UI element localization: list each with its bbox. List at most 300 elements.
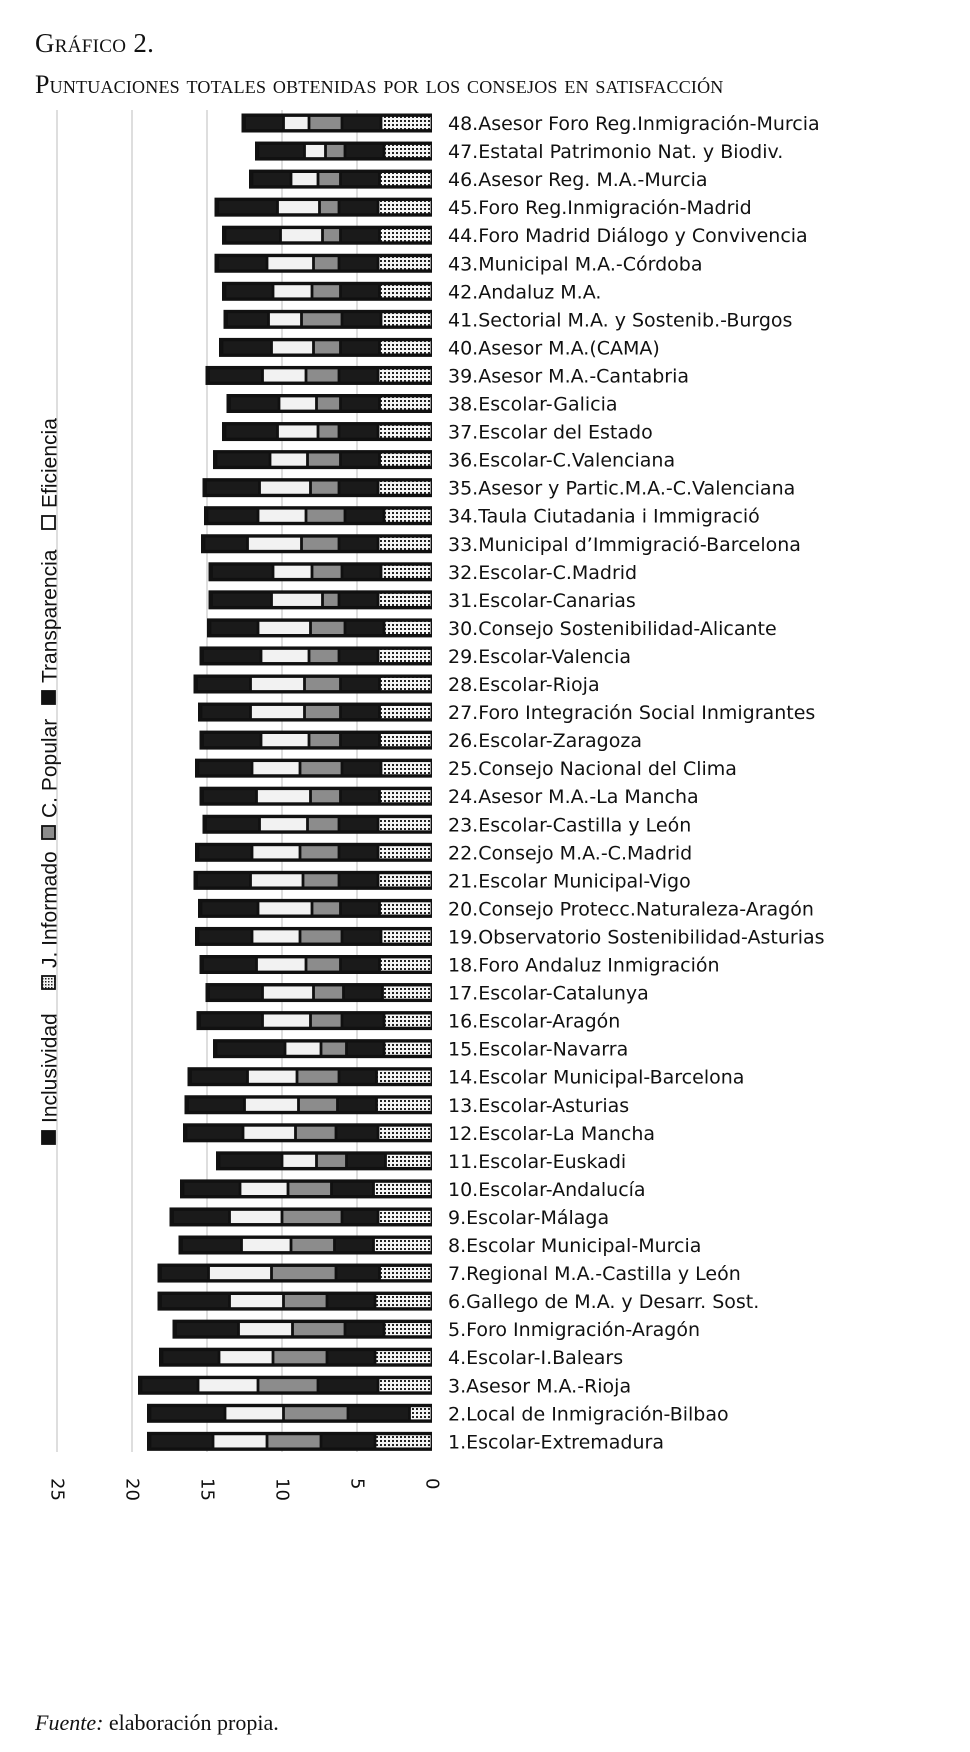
bar-segment-transparencia [340, 874, 377, 887]
bar-segment-eficiencia [381, 397, 432, 410]
bar-segment-c-popular [315, 986, 343, 999]
bar-segment-eficiencia [381, 790, 432, 803]
legend-item-eficiencia [39, 418, 62, 529]
bar-segment-eficiencia [379, 846, 431, 859]
bar-segment-j-informado [273, 593, 322, 606]
bar-segment-inclusividad [162, 1295, 229, 1308]
bar-row [159, 1348, 432, 1367]
category-label: 25.Consejo Nacional del Clima [448, 758, 737, 781]
bar-segment-transparencia [342, 678, 379, 691]
bar-segment-j-informado [306, 145, 325, 158]
bar-segment-c-popular [312, 481, 339, 494]
bar-segment-transparencia [340, 537, 377, 550]
bar-segment-transparencia [336, 1239, 373, 1252]
bar-segment-eficiencia [379, 257, 431, 270]
bar-segment-transparencia [343, 1014, 383, 1027]
category-label: 13.Escolar-Asturias [448, 1094, 630, 1117]
bar-segment-inclusividad [210, 369, 262, 382]
bar-segment-j-informado [259, 902, 311, 915]
bar-segment-j-informado [283, 1154, 316, 1167]
bar-segment-c-popular [312, 790, 340, 803]
bar-segment-c-popular [310, 117, 341, 130]
bar-row [195, 759, 432, 778]
bar-segment-c-popular [321, 201, 339, 214]
bar-segment-inclusividad [162, 1267, 208, 1280]
bar-segment-eficiencia [379, 201, 431, 214]
bar-segment-inclusividad [204, 649, 261, 662]
bar-segment-transparencia [337, 1267, 379, 1280]
bar-row [222, 282, 432, 301]
bar-row [194, 675, 433, 694]
bar-segment-j-informado [246, 1098, 298, 1111]
legend-swatch [42, 976, 55, 989]
bar-segment-eficiencia [381, 453, 432, 466]
bar-row [224, 310, 433, 329]
category-label: 6.Gallego de M.A. y Desarr. Sost. [448, 1291, 760, 1314]
bar-segment-c-popular [301, 762, 341, 775]
category-label: 14.Escolar Municipal-Barcelona [448, 1066, 745, 1089]
category-label: 43.Municipal M.A.-Córdoba [448, 253, 703, 276]
bar-segment-inclusividad [202, 902, 257, 915]
chart-title: Puntuaciones totales obtenidas por los consejos en satisfacción [35, 70, 724, 99]
bar-segment-eficiencia [385, 621, 431, 634]
bar-segment-c-popular [318, 397, 340, 410]
bar-segment-j-informado [280, 397, 316, 410]
chart-label: Gráfico 2. [35, 28, 155, 58]
category-label: 46.Asesor Reg. M.A.-Murcia [448, 169, 708, 192]
bar-segment-transparencia [340, 369, 377, 382]
category-label: 2.Local de Inmigración-Bilbao [448, 1403, 729, 1426]
bar-segment-transparencia [343, 117, 380, 130]
bar-segment-inclusividad [217, 1042, 284, 1055]
bar-row [200, 787, 433, 806]
bar-segment-inclusividad [208, 509, 257, 522]
bar-segment-inclusividad [177, 1323, 238, 1336]
bar-segment-c-popular [312, 621, 345, 634]
category-label: 35.Asesor y Partic.M.A.-C.Valenciana [448, 477, 796, 500]
category-label: 21.Escolar Municipal-Vigo [448, 870, 691, 893]
bar-segment-c-popular [273, 1267, 336, 1280]
bar-segment-c-popular [309, 453, 340, 466]
category-label: 37.Escolar del Estado [448, 421, 653, 444]
bar-segment-eficiencia [385, 509, 431, 522]
bar-segment-j-informado [244, 1126, 295, 1139]
bar-segment-transparencia [343, 313, 380, 326]
category-label: 22.Consejo M.A.-C.Madrid [448, 842, 693, 865]
bar-row [201, 534, 432, 553]
bar-segment-eficiencia [384, 986, 432, 999]
legend [39, 418, 62, 1144]
category-label: 24.Asesor M.A.-La Mancha [448, 786, 699, 809]
bar-segment-transparencia [322, 1435, 374, 1448]
bar-segment-j-informado [252, 706, 304, 719]
bar-segment-c-popular [283, 1210, 341, 1223]
bar-row [158, 1264, 433, 1283]
bar-segment-j-informado [286, 1042, 320, 1055]
bar-segment-j-informado [243, 1239, 291, 1252]
bar-segment-c-popular [310, 734, 340, 747]
bar-segment-transparencia [346, 145, 383, 158]
category-label: 17.Escolar-Catalunya [448, 982, 649, 1005]
bar-segment-eficiencia [379, 593, 431, 606]
bar-segment-c-popular [268, 1435, 320, 1448]
bar-row [206, 983, 433, 1002]
bar-row [249, 170, 432, 189]
bar-row [197, 1011, 433, 1030]
bar-segment-c-popular [324, 229, 340, 242]
bar-segment-eficiencia [385, 145, 431, 158]
bar-segment-j-informado [241, 1182, 287, 1195]
bar-segment-inclusividad [183, 1239, 241, 1252]
bar-row [227, 394, 433, 413]
category-label: 4.Escolar-I.Balears [448, 1347, 624, 1370]
bar-segment-c-popular [322, 1042, 346, 1055]
bar-segment-eficiencia [379, 1210, 431, 1223]
bar-row [203, 815, 433, 834]
bar-segment-transparencia [342, 790, 379, 803]
bar-segment-transparencia [342, 285, 379, 298]
bar-segment-eficiencia [376, 1295, 431, 1308]
tick-label-10: 10 [271, 1478, 293, 1501]
bar-segment-j-informado [214, 1435, 266, 1448]
bar-segment-j-informado [261, 818, 307, 831]
bar-segment-transparencia [340, 1070, 376, 1083]
category-label: 16.Escolar-Aragón [448, 1010, 621, 1033]
bar-segment-transparencia [340, 593, 377, 606]
bar-segment-transparencia [343, 565, 380, 578]
bar-segment-inclusividad [151, 1407, 224, 1420]
bar-segment-j-informado [231, 1295, 283, 1308]
bar-segment-eficiencia [385, 1323, 431, 1336]
bar-row [215, 198, 433, 217]
bar-segment-j-informado [252, 874, 303, 887]
bar-segment-inclusividad [202, 706, 250, 719]
bar-segment-transparencia [342, 397, 379, 410]
bar-segment-transparencia [340, 201, 377, 214]
bar-row [173, 1320, 433, 1339]
bar-segment-inclusividad [192, 1070, 247, 1083]
bar-segment-inclusividad [223, 341, 271, 354]
bar-segment-c-popular [324, 593, 339, 606]
category-label: 23.Escolar-Castilla y León [448, 814, 692, 837]
bar-segment-eficiencia [375, 1239, 432, 1252]
category-label: 45.Foro Reg.Inmigración-Madrid [448, 197, 752, 220]
bar-segment-inclusividad [219, 257, 267, 270]
bar-row [183, 1123, 432, 1142]
bar-segment-eficiencia [385, 1042, 431, 1055]
bar-segment-j-informado [262, 734, 308, 747]
bar-segment-transparencia [319, 1379, 377, 1392]
bar-segment-j-informado [264, 369, 306, 382]
x-axis-ticks [47, 1478, 443, 1501]
category-label: 26.Escolar-Zaragoza [448, 730, 642, 753]
bar-segment-c-popular [319, 425, 338, 438]
bar-segment-c-popular [300, 1098, 337, 1111]
bar-segment-j-informado [268, 257, 313, 270]
bar-segment-j-informado [273, 341, 313, 354]
bar-segment-eficiencia [381, 229, 432, 242]
bar-row [209, 590, 433, 609]
bar-segment-transparencia [340, 481, 377, 494]
bar-segment-j-informado [261, 481, 310, 494]
bar-segment-eficiencia [379, 425, 431, 438]
bar-segment-j-informado [210, 1267, 271, 1280]
category-label: 29.Escolar-Valencia [448, 645, 631, 668]
bar-row [179, 1236, 433, 1255]
bar-segment-eficiencia [381, 958, 432, 971]
bar-segment-inclusividad [220, 1154, 281, 1167]
tick-label-15: 15 [196, 1478, 218, 1501]
bar-segment-inclusividad [184, 1182, 239, 1195]
bar-segment-transparencia [340, 846, 377, 859]
bar-row [203, 478, 433, 497]
bar-row [195, 843, 432, 862]
bar-segment-c-popular [315, 257, 339, 270]
bar-segment-inclusividad [253, 173, 290, 186]
category-label: 18.Foro Andaluz Inmigración [448, 954, 720, 977]
bar-segment-eficiencia [381, 173, 432, 186]
bar-segment-inclusividad [259, 145, 304, 158]
category-label: 44.Foro Madrid Diálogo y Convivencia [448, 225, 808, 248]
bar-segment-j-informado [249, 537, 301, 550]
tick-label-5: 5 [346, 1478, 368, 1490]
legend-label: J. Informado [38, 851, 62, 968]
bar-segment-c-popular [298, 1070, 338, 1083]
bar-row [200, 955, 433, 974]
bar-segment-transparencia [340, 818, 377, 831]
category-label: 34.Taula Ciutadania i Immigració [448, 505, 760, 528]
bar-row [222, 226, 432, 245]
bar-row [195, 927, 432, 946]
bar-segment-c-popular [310, 649, 338, 662]
category-label: 48.Asesor Foro Reg.Inmigración-Murcia [448, 113, 820, 135]
bar-segment-c-popular [309, 818, 339, 831]
bar-segment-j-informado [279, 201, 319, 214]
category-label: 20.Consejo Protecc.Naturaleza-Aragón [448, 898, 814, 921]
bar-segment-j-informado [199, 1379, 257, 1392]
bar-row [188, 1067, 433, 1086]
bar-segment-transparencia [328, 1295, 374, 1308]
bar-segment-j-informado [240, 1323, 292, 1336]
bar-segment-inclusividad [246, 117, 283, 130]
bar-row [138, 1376, 432, 1395]
bar-segment-inclusividad [217, 453, 269, 466]
legend-swatch [42, 826, 55, 839]
category-label: 38.Escolar-Galicia [448, 393, 618, 416]
bar-segment-eficiencia [379, 1126, 431, 1139]
tick-label-25: 25 [46, 1478, 68, 1501]
bar-segment-c-popular [285, 1295, 327, 1308]
legend-label: Eficiencia [38, 418, 62, 508]
bar-row [213, 450, 432, 469]
bar-segment-eficiencia [411, 1407, 432, 1420]
bar-segment-c-popular [294, 1323, 345, 1336]
bar-segment-j-informado [264, 986, 313, 999]
bar-segment-inclusividad [189, 1098, 244, 1111]
bar-segment-c-popular [289, 1182, 331, 1195]
bar-segment-transparencia [337, 1126, 377, 1139]
bar-row [215, 254, 433, 273]
category-label: 9.Escolar-Málaga [448, 1206, 610, 1229]
bar-row [207, 618, 432, 637]
bar-segment-inclusividad [204, 958, 256, 971]
bar-segment-eficiencia [376, 1351, 431, 1364]
bar-segment-c-popular [301, 930, 341, 943]
bar-segment-j-informado [274, 285, 311, 298]
category-label: 7.Regional M.A.-Castilla y León [448, 1263, 741, 1286]
bar-segment-eficiencia [382, 313, 431, 326]
bar-segment-j-informado [226, 1407, 283, 1420]
bar-segment-j-informado [252, 678, 304, 691]
bar-segment-eficiencia [382, 565, 431, 578]
bar-segment-inclusividad [163, 1351, 218, 1364]
bar-segment-eficiencia [381, 678, 432, 691]
bar-segment-c-popular [307, 509, 344, 522]
bar-segment-transparencia [348, 1042, 384, 1055]
bar-segment-c-popular [312, 1014, 342, 1027]
category-labels [448, 113, 825, 1453]
bar-segment-eficiencia [381, 285, 432, 298]
bar-segment-j-informado [292, 173, 317, 186]
bar-segment-eficiencia [375, 1182, 432, 1195]
bar-segment-transparencia [340, 425, 377, 438]
category-label: 33.Municipal d’Immigració-Barcelona [448, 533, 801, 556]
bar-segment-eficiencia [381, 1267, 432, 1280]
bar-segment-eficiencia [382, 117, 431, 130]
bar-segment-j-informado [259, 621, 310, 634]
bar-segment-c-popular [292, 1239, 334, 1252]
bar-segment-inclusividad [198, 874, 250, 887]
bar-segment-c-popular [274, 1351, 326, 1364]
legend-item-c-popular [39, 719, 62, 839]
bar-segment-eficiencia [379, 481, 431, 494]
bar-segment-j-informado [282, 229, 322, 242]
bar-row [198, 703, 432, 722]
category-label: 8.Escolar Municipal-Murcia [448, 1235, 702, 1257]
bar-segment-inclusividad [199, 762, 251, 775]
bar-segment-c-popular [318, 1154, 346, 1167]
bar-segment-j-informado [231, 1210, 282, 1223]
bar-segment-c-popular [315, 341, 340, 354]
bar-segment-eficiencia [381, 341, 432, 354]
bar-segment-inclusividad [211, 621, 257, 634]
bar-segment-transparencia [346, 1323, 383, 1336]
source-text: elaboración propia. [108, 1710, 279, 1735]
bar-segment-eficiencia [382, 762, 431, 775]
bar-segment-transparencia [348, 1154, 385, 1167]
bar-row [242, 114, 433, 133]
bar-segment-inclusividad [198, 678, 250, 691]
bar-row [147, 1404, 432, 1423]
bar-segment-transparencia [339, 1098, 376, 1111]
bar-segment-c-popular [327, 145, 345, 158]
category-label: 27.Foro Integración Social Inmigrantes [448, 702, 816, 725]
bar-segment-transparencia [340, 649, 377, 662]
bar-segment-c-popular [307, 958, 340, 971]
bar-segment-transparencia [349, 1407, 409, 1420]
bar-segment-eficiencia [379, 649, 431, 662]
legend-swatch [42, 1131, 55, 1144]
bar-segment-c-popular [303, 313, 342, 326]
bar-row [185, 1095, 433, 1114]
category-label: 28.Escolar-Rioja [448, 674, 600, 696]
bar-segment-j-informado [249, 1070, 297, 1083]
bar-segment-j-informado [253, 846, 299, 859]
source-note [35, 1710, 279, 1736]
bar-row [180, 1179, 432, 1198]
legend-swatch [42, 516, 55, 529]
bar-row [170, 1207, 433, 1226]
bar-segment-inclusividad [219, 201, 277, 214]
bar-segment-c-popular [319, 173, 340, 186]
bar-segment-transparencia [343, 762, 380, 775]
bar-segment-j-informado [258, 958, 306, 971]
bar-segment-transparencia [342, 902, 379, 915]
bar-segment-transparencia [342, 453, 379, 466]
category-label: 31.Escolar-Canarias [448, 589, 636, 612]
bar-segment-eficiencia [387, 1154, 432, 1167]
bar-segment-eficiencia [381, 902, 432, 915]
category-label: 39.Asesor M.A.-Cantabria [448, 365, 690, 388]
bar-segment-eficiencia [385, 1014, 431, 1027]
bar-segment-c-popular [306, 706, 340, 719]
bar-segment-j-informado [220, 1351, 272, 1364]
bar-row [147, 1432, 432, 1451]
bar-row [200, 731, 433, 750]
legend-item-transparencia [39, 549, 62, 704]
bar-segment-transparencia [342, 341, 379, 354]
bar-segment-inclusividad [210, 986, 262, 999]
bar-row [200, 646, 433, 665]
bar-segment-transparencia [328, 1351, 374, 1364]
bars [138, 114, 432, 1451]
bar-segment-inclusividad [151, 1435, 212, 1448]
bar-segment-inclusividad [213, 593, 271, 606]
bar-segment-eficiencia [379, 369, 431, 382]
bar-segment-eficiencia [381, 734, 432, 747]
bar-segment-transparencia [340, 257, 377, 270]
bar-segment-inclusividad [174, 1210, 229, 1223]
bar-segment-j-informado [262, 649, 308, 662]
category-label: 10.Escolar-Andalucía [448, 1178, 646, 1201]
category-label: 1.Escolar-Extremadura [448, 1431, 664, 1454]
bar-segment-eficiencia [376, 1435, 431, 1448]
bar-segment-transparencia [342, 734, 379, 747]
bar-row [222, 422, 432, 441]
bar-segment-transparencia [342, 706, 379, 719]
bar-segment-transparencia [345, 986, 382, 999]
bar-segment-j-informado [253, 930, 299, 943]
bar-row [158, 1292, 433, 1311]
bar-segment-j-informado [279, 425, 318, 438]
bar-segment-eficiencia [379, 874, 431, 887]
bar-segment-transparencia [333, 1182, 373, 1195]
bar-row [198, 899, 432, 918]
bar-segment-inclusividad [207, 818, 259, 831]
bar-segment-eficiencia [381, 706, 432, 719]
category-label: 11.Escolar-Euskadi [448, 1150, 627, 1173]
bar-segment-eficiencia [378, 1098, 432, 1111]
tick-label-20: 20 [121, 1478, 143, 1501]
category-label: 19.Observatorio Sostenibilidad-Asturias [448, 926, 825, 949]
category-label: 40.Asesor M.A.(CAMA) [448, 337, 660, 360]
bar-segment-inclusividad [201, 1014, 262, 1027]
bar-segment-transparencia [346, 509, 383, 522]
bar-row [216, 1151, 432, 1170]
category-label: 3.Asesor M.A.-Rioja [448, 1375, 632, 1398]
bar-segment-inclusividad [142, 1379, 197, 1392]
bar-segment-inclusividad [228, 313, 268, 326]
